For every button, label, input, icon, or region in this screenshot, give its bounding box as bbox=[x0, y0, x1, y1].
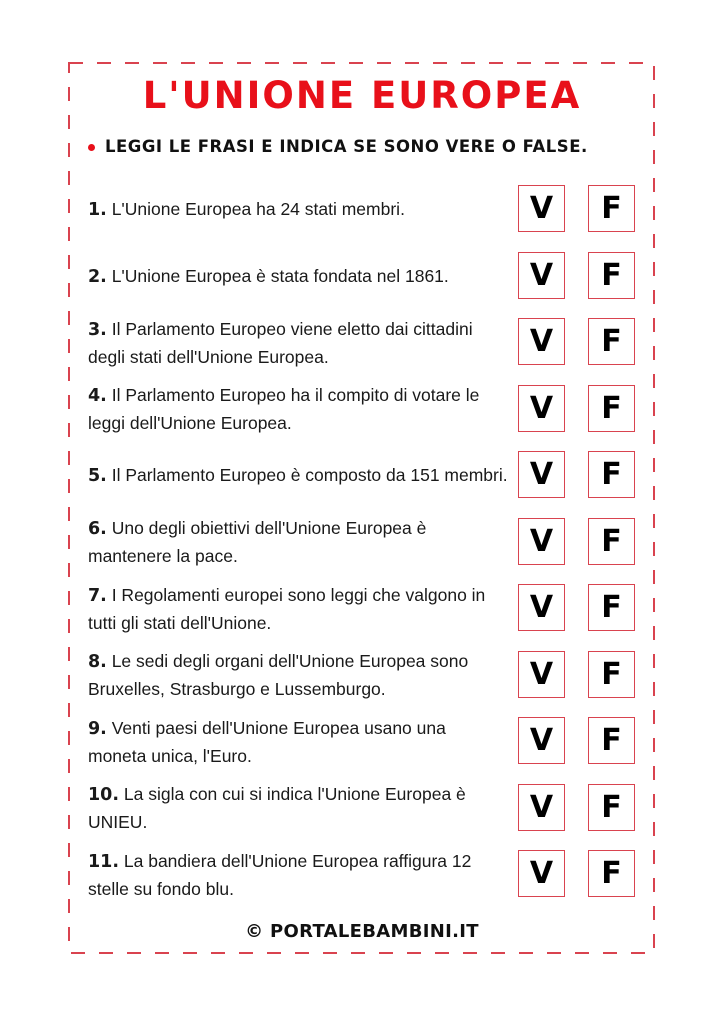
statement-body: Le sedi degli organi dell'Unione Europea sono Bruxelles, Strasburgo e Lussemburgo. bbox=[88, 651, 469, 699]
true-box[interactable]: V bbox=[518, 850, 565, 897]
true-box[interactable]: V bbox=[518, 185, 565, 232]
true-box[interactable]: V bbox=[518, 252, 565, 299]
copyright-footer: © PORTALEBAMBINI.IT bbox=[245, 921, 479, 942]
statement-text bbox=[88, 584, 508, 634]
true-box[interactable]: V bbox=[518, 584, 565, 631]
statement-text bbox=[88, 518, 508, 568]
statement-number: 9. bbox=[88, 718, 107, 739]
false-box[interactable]: F bbox=[588, 451, 635, 498]
false-box[interactable]: F bbox=[588, 850, 635, 897]
instruction bbox=[88, 136, 588, 158]
statement-text bbox=[88, 850, 508, 900]
true-box[interactable]: V bbox=[518, 651, 565, 698]
statement-row bbox=[88, 318, 648, 368]
statement-row bbox=[88, 252, 648, 302]
statement-content bbox=[88, 196, 405, 224]
statement-body: Uno degli obiettivi dell'Unione Europea è mantenere la pace. bbox=[88, 518, 427, 566]
true-box[interactable]: V bbox=[518, 385, 565, 432]
statement-text bbox=[88, 185, 508, 235]
statement-body: Il Parlamento Europeo viene eletto dai cittadini degli stati dell'Unione Europea. bbox=[88, 318, 473, 367]
statement-body: La bandiera dell'Unione Europea raffigura 12 stelle su fondo blu. bbox=[88, 850, 472, 899]
statement-row bbox=[88, 385, 648, 435]
statement-number: 5. bbox=[88, 466, 107, 486]
statement-row bbox=[88, 717, 648, 767]
statement-content bbox=[88, 648, 508, 703]
statement-text bbox=[88, 318, 508, 368]
statement-content bbox=[88, 382, 508, 437]
statement-row bbox=[88, 451, 648, 501]
statement-text bbox=[88, 451, 508, 501]
statement-content bbox=[88, 582, 508, 637]
true-box[interactable]: V bbox=[518, 318, 565, 365]
statement-number: 3. bbox=[88, 319, 107, 340]
statement-content bbox=[88, 781, 508, 836]
statement-text bbox=[88, 385, 508, 435]
statement-row bbox=[88, 784, 648, 834]
statement-number: 7. bbox=[88, 585, 107, 606]
statement-row bbox=[88, 651, 648, 701]
false-box[interactable]: F bbox=[588, 717, 635, 764]
true-box[interactable]: V bbox=[518, 717, 565, 764]
false-box[interactable]: F bbox=[588, 252, 635, 299]
statement-content bbox=[88, 848, 508, 903]
false-box[interactable]: F bbox=[588, 784, 635, 831]
statement-text bbox=[88, 651, 508, 701]
statement-text bbox=[88, 252, 508, 302]
statement-content bbox=[88, 263, 449, 291]
false-box[interactable]: F bbox=[588, 318, 635, 365]
statement-body: L'Unione Europea è stata fondata nel 1861. bbox=[111, 265, 449, 286]
statement-body: L'Unione Europea ha 24 stati membri. bbox=[111, 199, 405, 219]
statement-row bbox=[88, 185, 648, 235]
false-box[interactable]: F bbox=[588, 584, 635, 631]
page-title: L'UNIONE EUROPEA bbox=[142, 74, 582, 117]
statement-number: 4. bbox=[88, 386, 107, 406]
true-box[interactable]: V bbox=[518, 518, 565, 565]
statement-body: Il Parlamento Europeo è composto da 151 membri. bbox=[111, 465, 508, 485]
true-box[interactable]: V bbox=[518, 784, 565, 831]
statement-number: 8. bbox=[88, 652, 107, 672]
statement-content bbox=[88, 515, 508, 570]
false-box[interactable]: F bbox=[588, 185, 635, 232]
statement-number: 10. bbox=[88, 785, 120, 805]
statement-content bbox=[88, 462, 508, 490]
statement-body: La sigla con cui si indica l'Unione Europea è UNIEU. bbox=[88, 784, 466, 832]
statement-text bbox=[88, 717, 508, 767]
statement-body: Venti paesi dell'Unione Europea usano una moneta unica, l'Euro. bbox=[88, 717, 446, 766]
statement-body: I Regolamenti europei sono leggi che valgono in tutti gli stati dell'Unione. bbox=[88, 584, 486, 633]
statement-content bbox=[88, 715, 508, 770]
statement-text bbox=[88, 784, 508, 834]
instruction-text: LEGGI LE FRASI E INDICA SE SONO VERE O FALSE. bbox=[105, 137, 588, 156]
bullet-icon bbox=[88, 144, 95, 151]
statement-number: 6. bbox=[88, 519, 107, 539]
statement-number: 1. bbox=[88, 200, 107, 220]
false-box[interactable]: F bbox=[588, 385, 635, 432]
statement-row bbox=[88, 850, 648, 900]
statement-number: 11. bbox=[88, 851, 120, 872]
statement-row bbox=[88, 518, 648, 568]
statement-number: 2. bbox=[88, 266, 107, 287]
false-box[interactable]: F bbox=[588, 518, 635, 565]
false-box[interactable]: F bbox=[588, 651, 635, 698]
statement-row bbox=[88, 584, 648, 634]
true-box[interactable]: V bbox=[518, 451, 565, 498]
statement-body: Il Parlamento Europeo ha il compito di votare le leggi dell'Unione Europea. bbox=[88, 385, 480, 433]
statement-content bbox=[88, 316, 508, 371]
